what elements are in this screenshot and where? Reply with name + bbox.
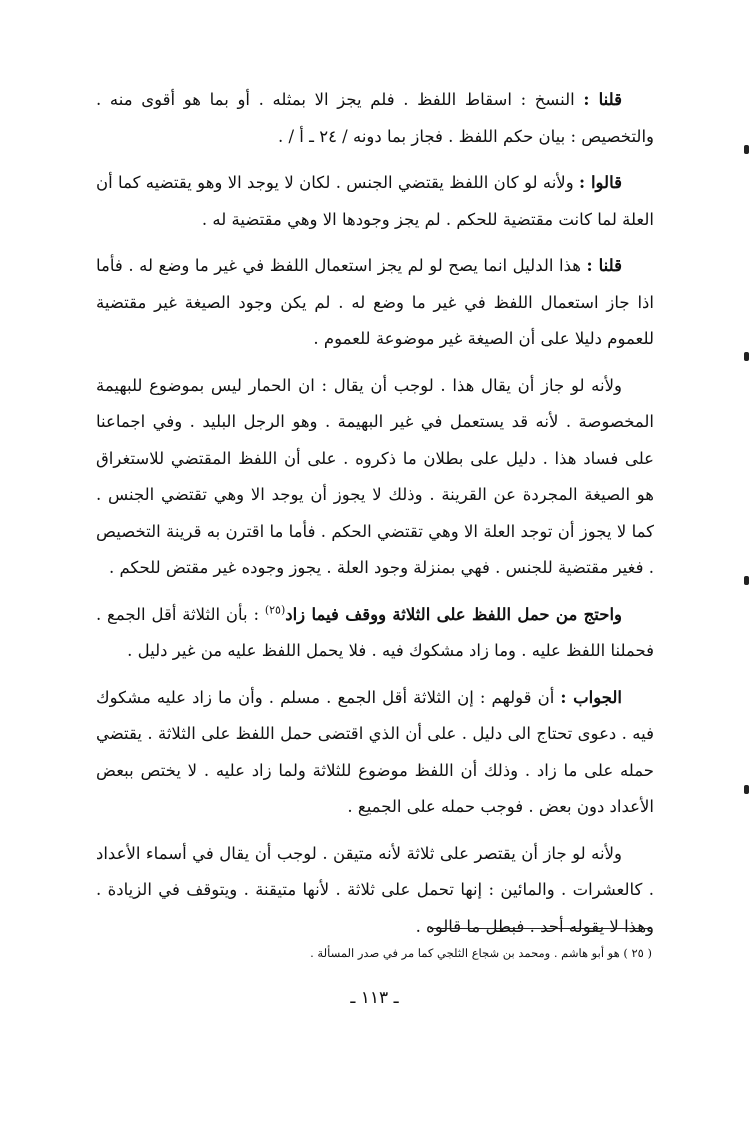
paragraph-4 bbox=[96, 368, 654, 587]
paragraph-1-text: النسخ : اسقاط اللفظ . فلم يجز الا بمثله . أو بما هو أقوى منه . والتخصيص : بيان حكم اللفظ . فجاز بما دونه / ٢٤ ـ أ / . bbox=[96, 90, 654, 146]
footnote: ( ٢٥ ) هو أبو هاشم . ومحمد بن شجاع الثلجي كما مر في صدر المسألة . bbox=[310, 946, 652, 960]
paragraph-2-lead: قالوا : bbox=[579, 173, 622, 192]
paragraph-2 bbox=[96, 165, 654, 238]
footnote-reference: (٢٥) bbox=[264, 603, 286, 616]
edge-mark bbox=[744, 785, 749, 794]
paragraph-1 bbox=[96, 82, 654, 155]
edge-mark bbox=[744, 576, 749, 585]
edge-mark bbox=[744, 145, 749, 154]
paragraph-5-text: : بأن الثلاثة أقل الجمع . فحملنا اللفظ عليه . وما زاد مشكوك فيه . فلا يحمل اللفظ عليه من غير دليل . bbox=[96, 604, 654, 660]
paragraph-5-lead: واحتج من حمل اللفظ على الثلاثة ووقف فيما زاد bbox=[285, 604, 622, 624]
main-text bbox=[96, 82, 654, 945]
paragraph-3-text: هذا الدليل انما يصح لو لم يجز استعمال اللفظ في غير ما وضع له . فأما اذا جاز استعمال اللفظ في غير ما وضع له . لم يكن وجود الصيغة غير مقتضية للعموم دليلا على أن الصيغة غير موضوعة للعموم . bbox=[96, 256, 654, 348]
paragraph-7-text: ولأنه لو جاز أن يقتصر على ثلاثة لأنه متيقن . لوجب أن يقال في أسماء الأعداد . كالعشرات . والمائين : إنها تحمل على ثلاثة . لأنها متيقنة . ويتوقف في الزيادة . وهذا لا يقوله أحد . فبطل ما قالوه . bbox=[96, 843, 654, 936]
paragraph-3-lead: قلنا : bbox=[586, 256, 622, 275]
paragraph-1-lead: قلنا : bbox=[583, 90, 622, 109]
footnote-divider bbox=[430, 928, 652, 929]
paragraph-6 bbox=[96, 680, 654, 826]
paragraph-2-text: ولأنه لو كان اللفظ يقتضي الجنس . لكان لا يوجد الا وهو يقتضيه كما أن العلة لما كانت مقتضية للحكم . لم يجز وجودها الا وهي مقتضية له . bbox=[96, 173, 654, 229]
paragraph-5 bbox=[96, 597, 654, 670]
page-number: ـ ١١٣ ـ bbox=[350, 988, 399, 1008]
edge-mark bbox=[744, 352, 749, 361]
paragraph-6-text: أن قولهم : إن الثلاثة أقل الجمع . مسلم . وأن ما زاد عليه مشكوك فيه . دعوى تحتاج الى دليل . على أن الذي اقتضى حمل اللفظ على الثلاثة . يقتضي حمله على ما زاد . وذلك أن اللفظ موضوع للثلاثة ولما زاد عليه . لا يختص ببعض الأعداد دون بعض . فوجب حمله على الجميع . bbox=[96, 687, 654, 816]
paragraph-4-text: ولأنه لو جاز أن يقال هذا . لوجب أن يقال : ان الحمار ليس بموضوع للبهيمة المخصوصة . لأنه قد يستعمل في غير البهيمة . وهو الرجل البليد . وفي اجماعنا على فساد هذا . دليل على بطلان ما ذكروه . على أن اللفظ المقتضي للاستغراق هو الصيغة المجردة عن القرينة . وذلك لا يجوز أن يوجد الا وهي تقتضي الجنس . كما لا يجوز أن توجد العلة الا وهي تقتضي الحكم . فأما ما اقترن به قرينة التخصيص . فغير مقتضية للجنس . فهي بمنزلة وجود العلة . يجوز وجوده غير مقتض للحكم . bbox=[96, 375, 654, 577]
paragraph-3 bbox=[96, 248, 654, 358]
paragraph-6-lead: الجواب : bbox=[560, 687, 622, 707]
